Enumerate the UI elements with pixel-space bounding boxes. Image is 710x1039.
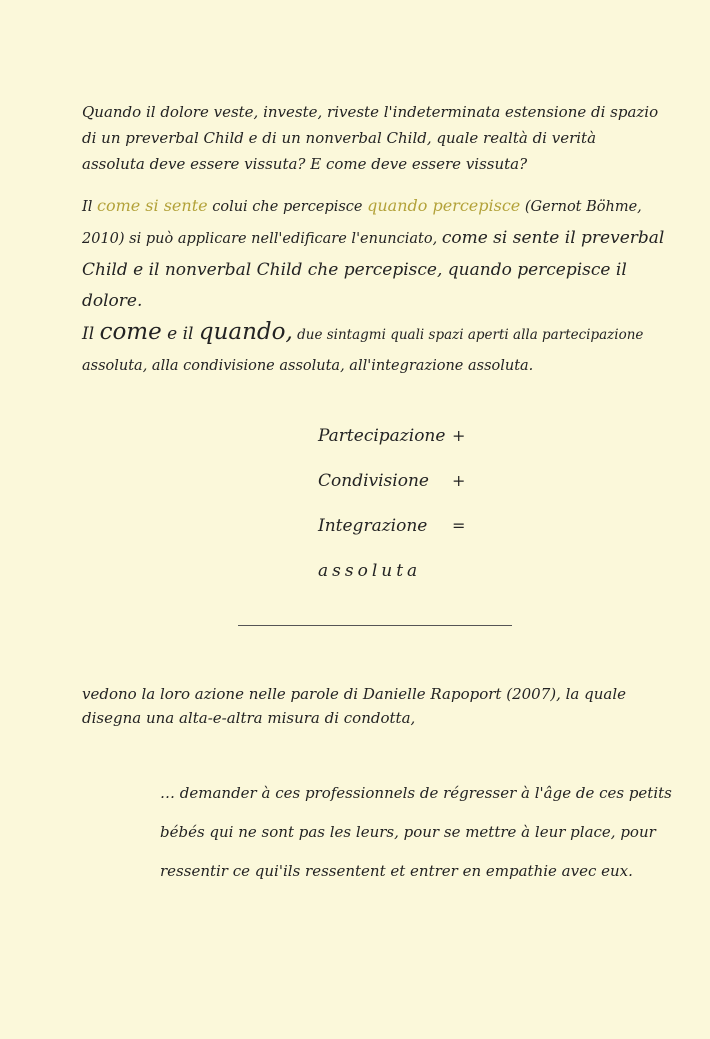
p2-line-3: Child e il nonverbal Child che percepisce, quando percepisce il dolore. <box>82 260 627 311</box>
p2-line-5: assoluta, alla condivisione assoluta, all'integrazione assoluta. <box>82 358 534 374</box>
formula-row <box>318 426 538 471</box>
paragraph-rapoport: vedono la loro azione nelle parole di Danielle Rapoport (2007), la quale disegna una alta-e-altra misura di condotta, <box>82 685 627 727</box>
big-come: come <box>99 319 162 345</box>
quote-line: … demander à ces professionnels de régresser à l'âge de ces petits <box>160 784 672 802</box>
quote-line: ressentir ce qui'ils ressentent et entrer en empathie avec eux. <box>160 862 633 880</box>
horizontal-rule <box>238 625 512 626</box>
p2-line-2: 2010) si può applicare nell'edificare l'enunciato, come si sente il preverbal <box>82 228 665 248</box>
formula-row <box>318 471 538 516</box>
accent-come-si-sente: come si sente <box>96 196 208 215</box>
french-quote <box>160 778 680 895</box>
quote-line: bébés qui ne sont pas les leurs, pour se mettre à leur place, pour <box>160 823 656 841</box>
formula-block <box>318 426 538 606</box>
formula-operator: + <box>452 426 466 445</box>
formula-operator: + <box>452 471 466 490</box>
formula-term: Integrazione <box>318 516 428 536</box>
big-quando: quando, <box>198 319 293 345</box>
formula-term: Partecipazione <box>318 426 446 446</box>
paragraph-intro: Quando il dolore veste, investe, riveste l'indeterminata estensione di spazio di un preverbal Child e di un nonverbal Child, quale realtà di verità assoluta deve essere vissuta? E come deve essere vissuta? <box>82 103 659 173</box>
p2-line-1: Il come si sente colui che percepisce quando percepisce (Gernot Böhme, <box>82 196 642 215</box>
formula-operator: = <box>452 516 466 535</box>
formula-row <box>318 561 538 606</box>
paragraph-come-quando <box>82 190 682 382</box>
formula-row <box>318 516 538 561</box>
formula-result: assoluta <box>318 561 422 581</box>
accent-quando-percepisce: quando percepisce <box>367 196 521 215</box>
p2-line-4: Il come e il quando, due sintagmi quali spazi aperti alla partecipazione <box>82 319 644 345</box>
formula-term: Condivisione <box>318 471 429 491</box>
